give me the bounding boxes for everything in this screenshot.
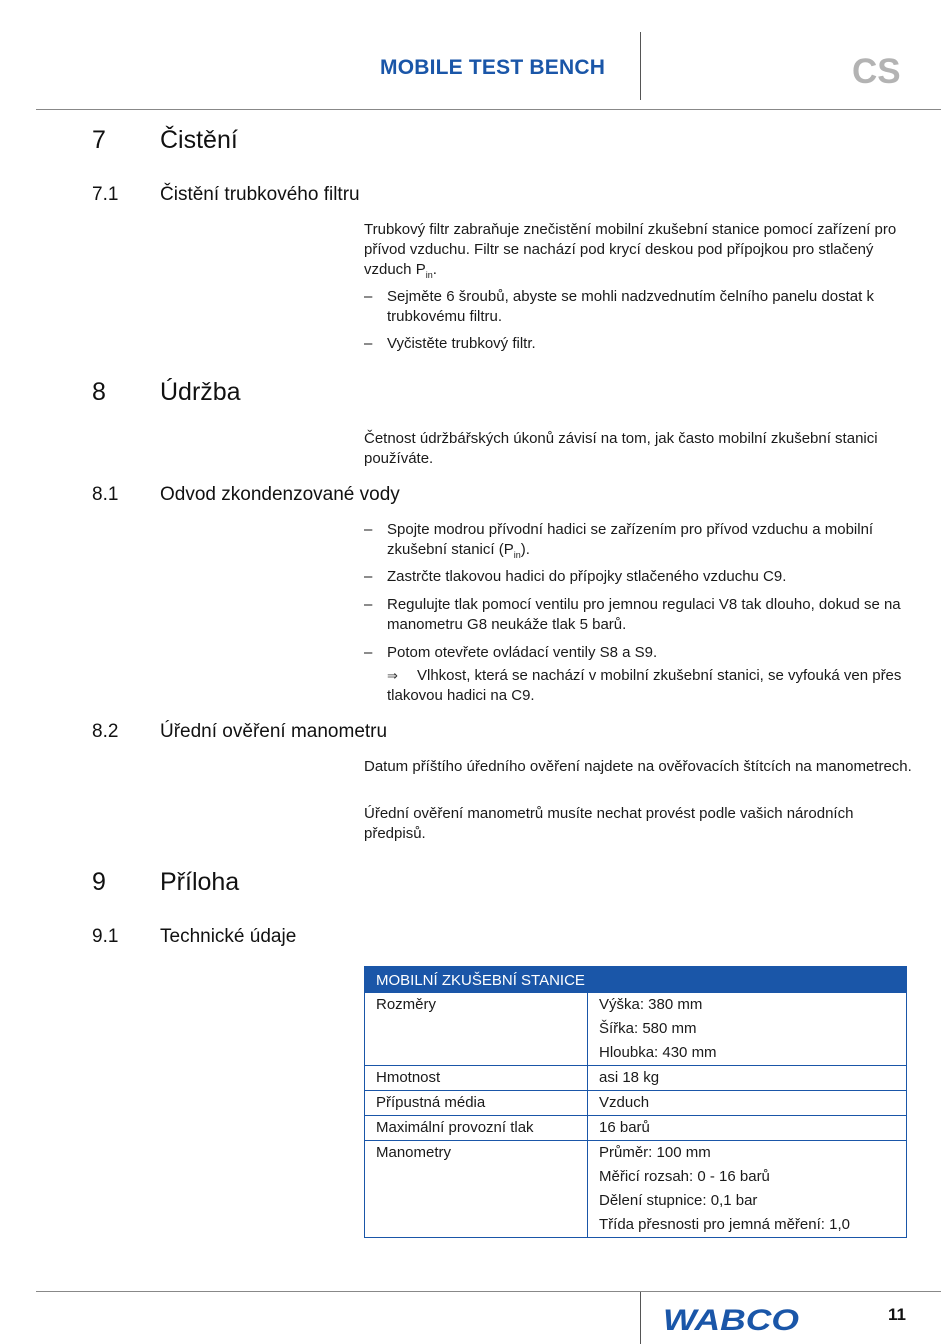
technical-data-table [364, 966, 907, 1238]
calibration-paragraph-2: Úřední ověření manometrů musíte nechat provést podle vašich národních předpisů. [364, 805, 854, 842]
table-row [365, 993, 907, 1066]
table-row [365, 1091, 907, 1116]
table-row [365, 1141, 907, 1238]
list-item: – Vyčistěte trubkový filtr. [364, 334, 914, 354]
section-9-1-title: Technické údaje [160, 926, 297, 947]
table-header: MOBILNÍ ZKUŠEBNÍ STANICE [365, 967, 907, 993]
section-9-number: 9 [92, 868, 106, 896]
language-code: CS [852, 52, 901, 91]
table-cell-value: 16 barů [599, 1119, 650, 1136]
section-8-1-title: Odvod zkondenzované vody [160, 484, 400, 505]
list-item-end: ). [520, 541, 530, 558]
header-divider [640, 32, 641, 100]
section-8-number: 8 [92, 378, 106, 406]
table-cell-value: Výška: 380 mm [599, 996, 703, 1013]
table-cell-value: Třída přesnosti pro jemná měření: 1,0 [599, 1216, 850, 1233]
section-7-1-number: 7.1 [92, 184, 119, 205]
table-cell-value: Měřicí rozsah: 0 - 16 barů [599, 1168, 770, 1185]
filter-intro-text: Trubkový filtr zabraňuje znečistění mobilní zkušební stanice pomocí zařízení pro přívod vzduchu. Filtr se nachází pod krycí deskou pod přípojkou pro stlačený vzduch P [364, 221, 897, 278]
calibration-paragraph-1: Datum příštího úředního ověření najdete na ověřovacích štítcích na manometrech. [364, 758, 912, 775]
table-cell-value: Šířka: 580 mm [599, 1020, 697, 1037]
list-item: – Regulujte tlak pomocí ventilu pro jemnou regulaci V8 tak dlouho, dokud se na manometru G8 neukáže tlak 5 barů. [364, 595, 914, 635]
table-cell-value: Vzduch [599, 1094, 650, 1111]
wabco-logo-text: WABCO [663, 1304, 799, 1334]
list-item-text: Zastrčte tlakovou hadici do přípojky stlačeného vzduchu C9. [387, 568, 787, 585]
section-9-1-number: 9.1 [92, 926, 119, 947]
list-item-text: Vyčistěte trubkový filtr. [387, 335, 536, 352]
filter-intro-end: . [432, 261, 437, 278]
list-item-text: Sejměte 6 šroubů, abyste se mohli nadzvednutím čelního panelu dostat k trubkovému filtru. [387, 288, 874, 325]
table-row [365, 1066, 907, 1091]
list-item: – Sejměte 6 šroubů, abyste se mohli nadzvednutím čelního panelu dostat k trubkovému filtru. [364, 287, 914, 327]
result-item [387, 666, 917, 706]
table-row [365, 1116, 907, 1141]
header-title: MOBILE TEST BENCH [380, 56, 606, 79]
subscript-in: in [513, 550, 521, 560]
section-9-title: Příloha [160, 868, 240, 896]
section-8-title: Údržba [160, 378, 241, 406]
table-cell-value: asi 18 kg [599, 1069, 660, 1086]
page-number: 11 [888, 1305, 906, 1324]
section-8-1-number: 8.1 [92, 484, 119, 505]
section-7-number: 7 [92, 126, 106, 154]
maintenance-intro: Četnost údržbářských úkonů závisí na tom, jak často mobilní zkušební stanici používáte. [364, 430, 878, 467]
result-arrow-icon: ⇒ [387, 668, 398, 683]
table-cell-value: Hloubka: 430 mm [599, 1044, 717, 1061]
list-item-text: Spojte modrou přívodní hadici se zařízením pro přívod vzduchu a mobilní zkušební stanicí (P [387, 521, 874, 558]
table-cell-value: Průměr: 100 mm [599, 1144, 711, 1161]
footer-divider [640, 1292, 641, 1344]
list-item: – Zastrčte tlakovou hadici do přípojky stlačeného vzduchu C9. [364, 567, 914, 587]
section-8-2-title: Úřední ověření manometru [160, 721, 388, 742]
list-item: – Spojte modrou přívodní hadici se zařízením pro přívod vzduchu a mobilní zkušební stanicí $(P_{in})$. [364, 521, 874, 560]
filter-intro [364, 220, 914, 280]
list-item-text: Regulujte tlak pomocí ventilu pro jemnou regulaci V8 tak dlouho, dokud se na manometru G8 neukáže tlak 5 barů. [387, 596, 901, 633]
table-cell-label: Hmotnost [376, 1069, 441, 1086]
list-item-text: Potom otevřete ovládací ventily S8 a S9. [387, 644, 658, 661]
table-cell-label: Maximální provozní tlak [376, 1119, 534, 1136]
section-7-title: Čistění [160, 126, 238, 154]
header-rule [36, 109, 941, 110]
wabco-logo [663, 1304, 803, 1339]
table-cell-value: Dělení stupnice: 0,1 bar [599, 1192, 758, 1209]
section-8-2-number: 8.2 [92, 721, 119, 742]
footer-rule [36, 1291, 941, 1292]
table-cell-label: Manometry [376, 1144, 452, 1161]
subscript-in: in [425, 270, 433, 280]
table-cell-label: Rozměry [376, 996, 437, 1013]
result-text: Vlhkost, která se nachází v mobilní zkušební stanici, se vyfouká ven přes tlakovou hadici na C9. [387, 667, 902, 704]
section-7-1-title: Čistění trubkového filtru [160, 184, 360, 205]
list-item: – Potom otevřete ovládací ventily S8 a S9. [364, 643, 914, 663]
table-cell-label: Přípustná média [376, 1094, 486, 1111]
